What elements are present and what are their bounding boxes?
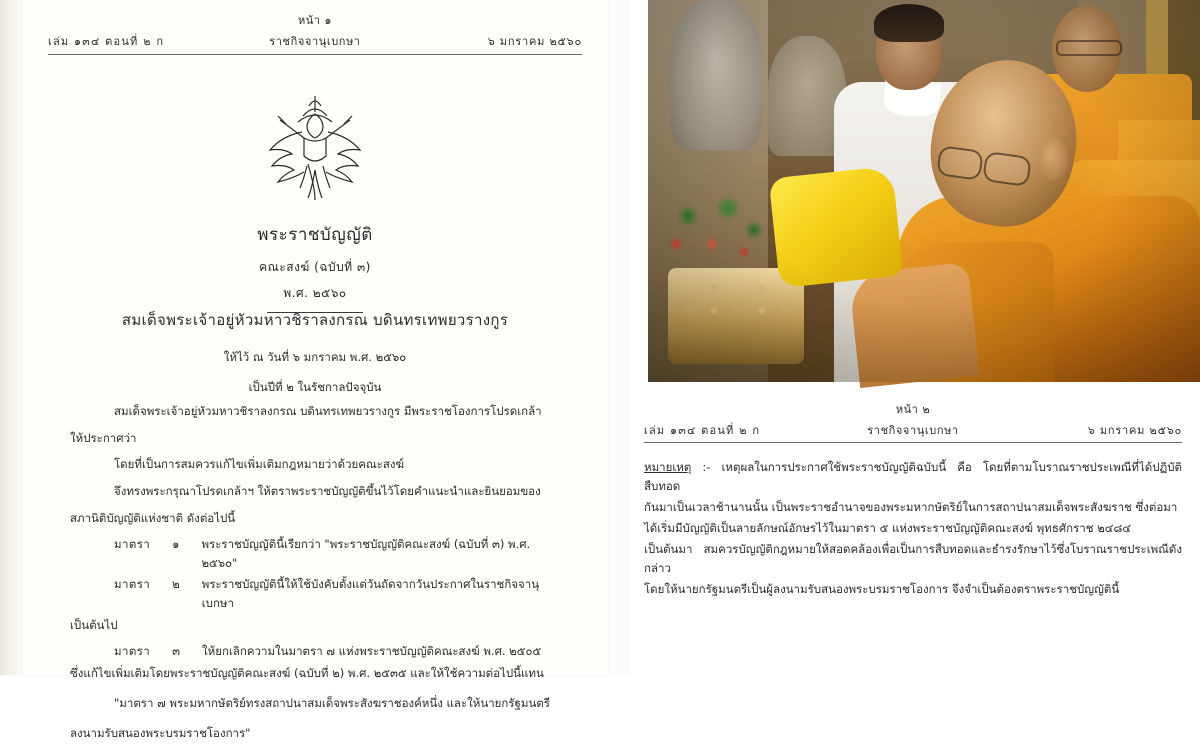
section-1-row <box>70 535 568 572</box>
page-2-volume: เล่ม ๑๓๔ ตอนที่ ๒ ก <box>644 424 761 437</box>
king-name-line: สมเด็จพระเจ้าอยู่หัวมหาวชิราลงกรณ บดินทรเทพยวรางกูร <box>121 311 509 329</box>
reign-year-line: เป็นปีที่ ๒ ในรัชกาลปัจจุบัน <box>248 380 382 394</box>
page-1-gazette-name: ราชกิจจานุเบกษา <box>269 34 361 48</box>
photo-vignette <box>648 0 1200 382</box>
section-3-number: ๓ <box>172 644 181 659</box>
page-2-header-rule <box>644 442 1182 443</box>
page-2-note <box>644 458 1182 602</box>
page-2-header <box>644 400 1182 443</box>
section-3-continuation: ซึ่งแก้ไขเพิ่มเติมโดยพระราชบัญญัติคณะสงฆ์ (ฉบับที่ ๒) พ.ศ. ๒๕๓๕ และให้ใช้ความต่อไปนี้แทน <box>70 665 544 680</box>
preamble-line-2: ให้ประกาศว่า <box>70 430 137 445</box>
monk-receiving-offering-photograph <box>648 0 1200 382</box>
page-1-sheet <box>22 0 608 741</box>
section-1-number: ๑ <box>172 537 180 552</box>
note-line-5: โดยให้นายกรัฐมนตรีเป็นผู้ลงนามรับสนองพระบรมราชโองการ จึงจำเป็นต้องตราพระราชบัญญัตินี้ <box>644 582 1120 597</box>
preamble-line-4: จึงทรงพระกรุณาโปรดเกล้าฯ ให้ตราพระราชบัญญัติขึ้นไว้โดยคำแนะนำและยินยอมของ <box>114 483 541 498</box>
section-2-text: พระราชบัญญัตินี้ให้ใช้บังคับตั้งแต่วันถัดจากวันประกาศในราชกิจจานุเบกษา <box>201 577 540 610</box>
preamble-line-5: สภานิติบัญญัติแห่งชาติ ดังต่อไปนี้ <box>70 510 236 525</box>
section-1-text: พระราชบัญญัตินี้เรียกว่า "พระราชบัญญัติคณะสงฆ์ (ฉบับที่ ๓) พ.ศ. ๒๕๖๐" <box>201 537 531 570</box>
page-binding-edge <box>0 0 22 675</box>
page-1-volume: เล่ม ๑๓๔ ตอนที่ ๒ ก <box>48 34 165 48</box>
quote-line-1: "มาตรา ๗ พระมหากษัตริย์ทรงสถาปนาสมเด็จพระสังฆราชองค์หนึ่ง และให้นายกรัฐมนตรี <box>114 696 550 710</box>
section-2-continuation: เป็นต้นไป <box>70 617 118 632</box>
section-2-row <box>70 575 568 612</box>
preamble-line-1: สมเด็จพระเจ้าอยู่หัวมหาวชิราลงกรณ บดินทรเทพยวรางกูร มีพระราชโองการโปรดเกล้า <box>114 404 542 418</box>
note-line-1 <box>644 458 1182 496</box>
amended-section-quote <box>70 694 568 743</box>
page-2-number: หน้า ๒ <box>895 403 931 416</box>
page-1-number: หน้า ๑ <box>298 14 332 27</box>
gazette-page-2 <box>630 392 1200 675</box>
note-line-2: กันมาเป็นเวลาช้านานนั้น เป็นพระราชอำนาจของพระมหากษัตริย์ในการสถาปนาสมเด็จพระสังฆราช ซึ่งต่อมา <box>644 500 1178 515</box>
act-year: พ.ศ. ๒๕๖๐ <box>283 285 347 300</box>
section-3-row <box>70 642 568 661</box>
garuda-emblem-icon <box>22 92 608 210</box>
preamble-line-3: โดยที่เป็นการสมควรแก้ไขเพิ่มเติมกฎหมายว่าด้วยคณะสงฆ์ <box>114 457 404 472</box>
page-1-title-block <box>22 222 608 313</box>
note-line-3: ได้เริ่มมีบัญญัติเป็นลายลักษณ์อักษรไว้ในมาตรา ๕ แห่งพระราชบัญญัติคณะสงฆ์ พุทธศักราช ๒๔๘๔ <box>644 521 1132 536</box>
page-1-body <box>70 402 568 754</box>
act-title: พระราชบัญญัติ <box>257 225 373 245</box>
note-line-1-text: :- เหตุผลในการประกาศใช้พระราชบัญญัติฉบับนี้ คือ โดยที่ตามโบราณราชประเพณีที่ได้ปฏิบัติสืบทอด <box>644 460 1182 494</box>
section-1-label: มาตรา <box>114 537 151 552</box>
page-1-header-rule <box>48 54 582 55</box>
page-2-gazette-name: ราชกิจจานุเบกษา <box>867 424 959 437</box>
section-2-label: มาตรา <box>114 577 151 592</box>
quote-line-2: ลงนามรับสนองพระบรมราชโองการ" <box>70 726 251 741</box>
section-2-number: ๒ <box>172 577 180 592</box>
section-3-text: ให้ยกเลิกความในมาตรา ๗ แห่งพระราชบัญญัติคณะสงฆ์ พ.ศ. ๒๕๐๕ <box>202 644 542 659</box>
section-3-label: มาตรา <box>114 644 151 659</box>
note-label: หมายเหตุ <box>644 460 692 474</box>
act-subtitle: คณะสงฆ์ (ฉบับที่ ๓) <box>259 259 371 274</box>
page-1-date: ๖ มกราคม ๒๕๖๐ <box>487 34 582 48</box>
page-2-date: ๖ มกราคม ๒๕๖๐ <box>1087 424 1182 437</box>
note-line-4: เป็นต้นมา สมควรบัญญัติกฎหมายให้สอดคล้องเพื่อเป็นการสืบทอดและธำรงรักษาไว้ซึ่งโบราณราชประเพณีดังกล่าว <box>644 542 1182 576</box>
page-1-header <box>48 12 582 56</box>
given-date-line: ให้ไว้ ณ วันที่ ๖ มกราคม พ.ศ. ๒๕๖๐ <box>223 350 407 364</box>
